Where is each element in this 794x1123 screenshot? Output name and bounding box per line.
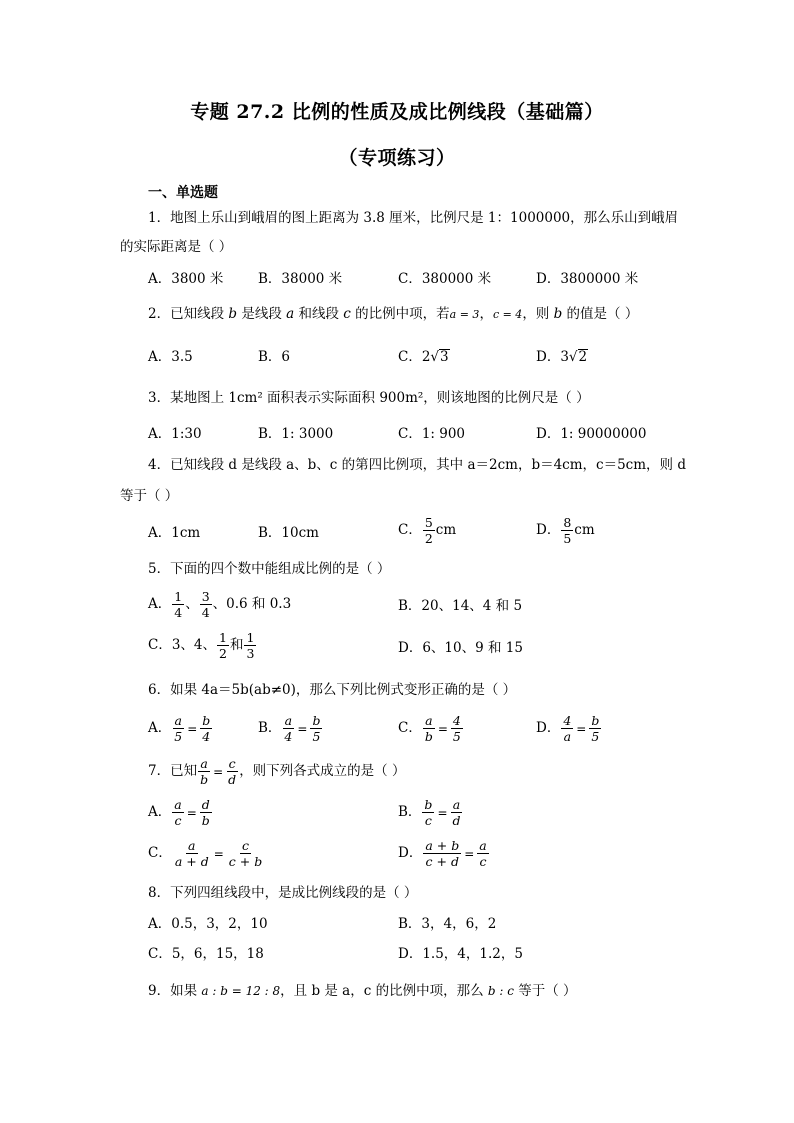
fraction: $\frac{1}{3}$ [246, 630, 255, 661]
question-1-option-c: C．380000 米 [398, 271, 492, 287]
question-5-option-d: D．6、10、9 和 15 [398, 640, 523, 656]
fraction: $\frac{c}{c + b}$ [228, 838, 263, 869]
question-7-option-b: B． $\frac{b}{c}$ = $\frac{a}{d}$ [398, 797, 461, 828]
question-2-option-c: C．2√3 [398, 349, 449, 365]
question-4-option-c: C． $\frac{5}{2}$ cm [398, 515, 457, 546]
question-1-option-b: B．38000 米 [258, 271, 343, 287]
question-5-text: 5．下面的四个数中能组成比例的是（ ） [148, 561, 391, 577]
fraction: $\frac{a}{b}$ [200, 756, 209, 787]
fraction: $\frac{b}{c}$ [424, 797, 433, 828]
fraction: $\frac{a}{a + d}$ [174, 838, 209, 869]
question-2-text: 2．已知线段 b 是线段 a 和线段 c 的比例中项，若a = 3，c = 4，则 b 的值是（ ） [148, 306, 639, 322]
sqrt-symbol: √3 [430, 349, 449, 365]
question-5-option-c: C．3、4、 $\frac{1}{2}$ 和 $\frac{1}{3}$ [148, 630, 255, 661]
question-8-text: 8．下列四组线段中，是成比例线段的是（ ） [148, 885, 418, 901]
question-7-option-d: D． $\frac{a + b}{c + d}$ = $\frac{a}{c}$ [398, 838, 487, 869]
fraction: $\frac{b}{4}$ [202, 713, 211, 744]
question-6-option-a: A． $\frac{a}{5}$ = $\frac{b}{4}$ [148, 713, 211, 744]
question-7-option-a: A． $\frac{a}{c}$ = $\frac{d}{b}$ [148, 797, 210, 828]
fraction: $\frac{4}{a}$ [563, 713, 572, 744]
fraction: $\frac{a + b}{c + d}$ [425, 838, 460, 869]
section-heading: 一、单选题 [148, 185, 218, 201]
fraction: $\frac{b}{5}$ [591, 713, 600, 744]
question-2-option-a: A．3.5 [148, 349, 193, 365]
fraction: $\frac{a}{b}$ [424, 713, 433, 744]
fraction: $\frac{d}{b}$ [201, 797, 210, 828]
question-6-option-c: C． $\frac{a}{b}$ = $\frac{4}{5}$ [398, 713, 461, 744]
question-1-text: 1．地图上乐山到峨眉的图上距离为 3.8 厘米，比例尺是 1：1000000，那么乐山到峨眉 [148, 210, 679, 226]
question-7-text: 7．已知 $\frac{a}{b}$ = $\frac{c}{d}$ ，则下列各式成立的是（ ） [148, 756, 406, 787]
question-4-text-cont: 等于（ ） [120, 488, 179, 504]
fraction: $\frac{a}{d}$ [452, 797, 461, 828]
fraction: $\frac{a}{5}$ [174, 713, 183, 744]
question-3-option-c: C．1: 900 [398, 426, 466, 442]
fraction: $\frac{a}{c}$ [174, 797, 182, 828]
question-2-option-b: B．6 [258, 349, 291, 365]
question-8-option-b: B．3，4，6，2 [398, 916, 497, 932]
fraction: $\frac{8}{5}$ [563, 515, 572, 546]
question-4-option-d: D． $\frac{8}{5}$ cm [536, 515, 595, 546]
question-4-option-a: A．1cm [148, 525, 201, 541]
fraction: $\frac{c}{d}$ [228, 756, 237, 787]
fraction: $\frac{4}{5}$ [452, 713, 461, 744]
question-6-text: 6．如果 4a＝5b(ab≠0)，那么下列比例式变形正确的是（ ） [148, 682, 517, 698]
fraction: $\frac{3}{4}$ [201, 589, 210, 620]
question-3-option-b: B．1: 3000 [258, 426, 334, 442]
page-subtitle: （专项练习） [338, 147, 456, 169]
fraction: $\frac{a}{4}$ [284, 713, 293, 744]
question-4-text: 4．已知线段 d 是线段 a、b、c 的第四比例项，其中 a＝2cm，b＝4cm，c＝5cm，则 d [148, 457, 686, 473]
question-1-option-a: A．3800 米 [148, 271, 224, 287]
question-5-option-b: B．20、14、4 和 5 [398, 598, 523, 614]
question-8-option-a: A．0.5，3，2，10 [148, 916, 268, 932]
fraction: $\frac{5}{2}$ [424, 515, 433, 546]
question-4-option-b: B．10cm [258, 525, 319, 541]
question-8-option-c: C．5，6，15，18 [148, 946, 264, 962]
question-7-option-c: C． $\frac{a}{a + d}$ = $\frac{c}{c + b}$ [148, 838, 263, 869]
page-title: 专题 27.2 比例的性质及成比例线段（基础篇） [190, 101, 604, 123]
question-5-option-a: A． $\frac{1}{4}$ 、 $\frac{3}{4}$ 、0.6 和 0.3 [148, 589, 292, 620]
question-1-option-d: D．3800000 米 [536, 271, 639, 287]
question-6-option-b: B． $\frac{a}{4}$ = $\frac{b}{5}$ [258, 713, 321, 744]
question-9-text: 9．如果 a : b = 12 : 8，且 b 是 a，c 的比例中项，那么 b : c 等于（ ） [148, 983, 577, 999]
question-8-option-d: D．1.5，4，1.2，5 [398, 946, 523, 962]
fraction: $\frac{a}{c}$ [479, 838, 487, 869]
fraction: $\frac{1}{4}$ [174, 589, 183, 620]
question-3-option-d: D．1: 90000000 [536, 426, 647, 442]
fraction: $\frac{b}{5}$ [312, 713, 321, 744]
question-1-text-cont: 的实际距离是（ ） [120, 239, 233, 255]
question-2-option-d: D．3√2 [536, 349, 588, 365]
sqrt-symbol: √2 [568, 349, 588, 365]
question-6-option-d: D． $\frac{4}{a}$ = $\frac{b}{5}$ [536, 713, 600, 744]
fraction: $\frac{1}{2}$ [219, 630, 227, 661]
question-3-option-a: A．1:30 [148, 426, 202, 442]
question-3-text: 3．某地图上 1cm² 面积表示实际面积 900m²，则该地图的比例尺是（ ） [148, 390, 590, 406]
